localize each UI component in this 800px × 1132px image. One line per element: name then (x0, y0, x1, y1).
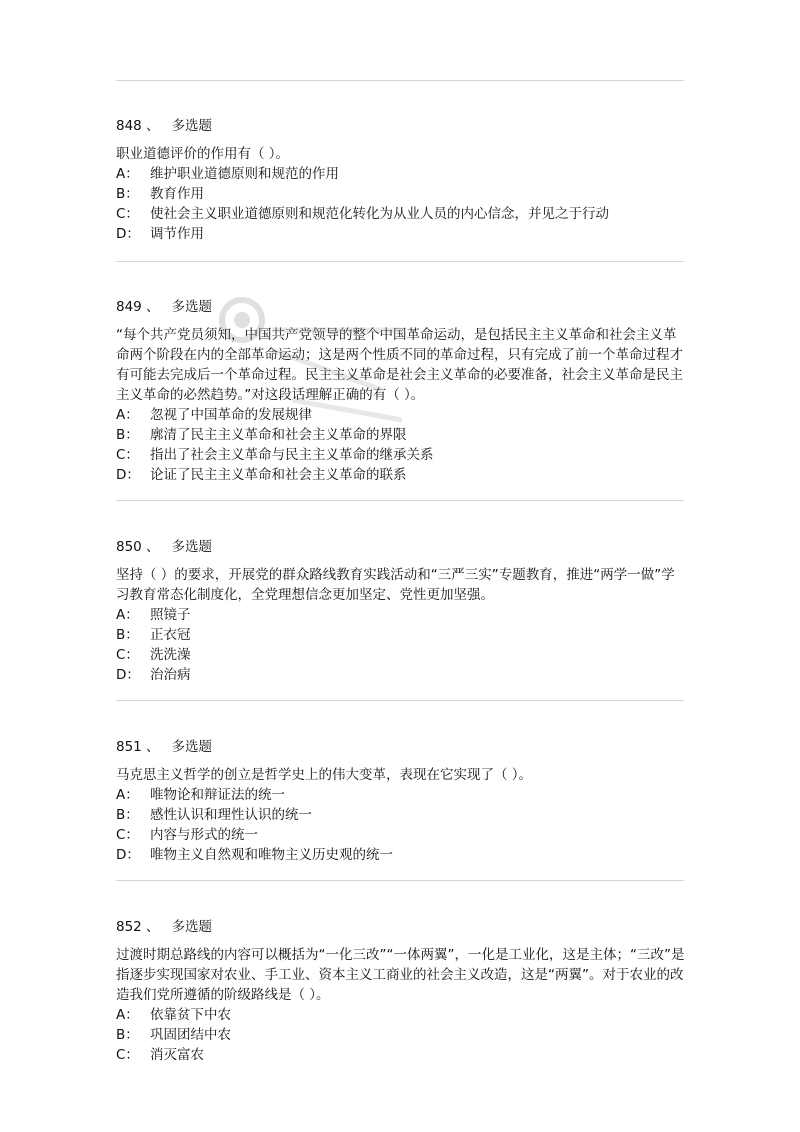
question-stem: 坚持（ ）的要求，开展党的群众路线教育实践活动和“三严三实”专题教育，推进“两学一做”学习教育常态化制度化，全党理想信念更加坚定、党性更加坚强。 (116, 567, 675, 603)
question-stem: 过渡时期总路线的内容可以概括为“一化三改”“一体两翼”，一化是工业化，这是主体；“三改”是指逐步实现国家对农业、手工业、资本主义工商业的社会主义改造，这是“两翼”。对于农业的改造我们党所遵循的阶级路线是（ ）。 (116, 947, 685, 1003)
question-number: 849 、 (116, 299, 160, 315)
option-letter: C： (116, 447, 139, 463)
question-header (116, 116, 688, 136)
question-number: 851 、 (116, 739, 160, 755)
option-b (116, 184, 688, 204)
option-b (116, 1025, 688, 1045)
option-d (116, 845, 688, 865)
option-text: 内容与形式的统一 (150, 827, 258, 843)
question-type: 多选题 (171, 118, 213, 134)
option-text: 指出了社会主义革命与民主主义革命的继承关系 (150, 447, 434, 463)
divider (116, 80, 684, 81)
option-text: 唯物主义自然观和唯物主义历史观的统一 (150, 847, 393, 863)
option-letter: C： (116, 647, 139, 663)
question-849 (116, 297, 688, 485)
option-letter: A： (116, 607, 139, 623)
option-text: 治治病 (150, 667, 191, 683)
option-a (116, 1005, 688, 1025)
question-header (116, 297, 688, 317)
option-text: 消灭富农 (150, 1047, 204, 1063)
option-b (116, 805, 688, 825)
option-letter: D： (116, 847, 140, 863)
option-c (116, 825, 688, 845)
option-letter: B： (116, 807, 139, 823)
question-type: 多选题 (171, 299, 213, 315)
question-stem: 职业道德评价的作用有（ ）。 (116, 146, 290, 162)
option-text: 巩固团结中农 (150, 1027, 231, 1043)
option-c (116, 204, 688, 224)
option-letter: A： (116, 407, 139, 423)
option-letter: B： (116, 186, 139, 202)
option-text: 使社会主义职业道德原则和规范化转化为从业人员的内心信念，并见之于行动 (150, 206, 609, 222)
question-header (116, 917, 688, 937)
option-text: 教育作用 (150, 186, 204, 202)
option-letter: A： (116, 166, 139, 182)
option-text: 正衣冠 (150, 627, 191, 643)
question-header (116, 737, 688, 757)
divider (116, 261, 684, 262)
divider (116, 880, 684, 881)
option-d (116, 665, 688, 685)
option-text: 照镜子 (150, 607, 191, 623)
question-number: 848 、 (116, 118, 160, 134)
option-c (116, 445, 688, 465)
option-letter: C： (116, 827, 139, 843)
question-type: 多选题 (171, 919, 213, 935)
option-text: 维护职业道德原则和规范的作用 (150, 166, 339, 182)
question-header (116, 537, 688, 557)
option-text: 调节作用 (150, 226, 204, 242)
question-851 (116, 737, 688, 865)
option-letter: D： (116, 226, 140, 242)
question-number: 850 、 (116, 539, 160, 555)
option-c (116, 1045, 688, 1065)
question-number: 852 、 (116, 919, 160, 935)
option-text: 廓清了民主主义革命和社会主义革命的界限 (150, 427, 407, 443)
option-c (116, 645, 688, 665)
question-stem: “每个共产党员须知，中国共产党领导的整个中国革命运动，是包括民主主义革命和社会主义革命两个阶段在内的全部革命运动；这是两个性质不同的革命过程，只有完成了前一个革命过程才有可能去完成后一个革命过程。民主主义革命是社会主义革命的必要准备，社会主义革命是民主主义革命的必然趋势。”对这段话理解正确的有（ ）。 (116, 327, 683, 403)
divider (116, 500, 684, 501)
option-text: 忽视了中国革命的发展规律 (150, 407, 312, 423)
option-letter: D： (116, 467, 140, 483)
option-letter: B： (116, 427, 139, 443)
option-a (116, 785, 688, 805)
option-letter: B： (116, 627, 139, 643)
option-letter: D： (116, 667, 140, 683)
question-852 (116, 917, 688, 1065)
option-text: 洗洗澡 (150, 647, 191, 663)
option-b (116, 625, 688, 645)
option-a (116, 405, 688, 425)
option-a (116, 164, 688, 184)
option-letter: B： (116, 1027, 139, 1043)
option-letter: A： (116, 1007, 139, 1023)
option-text: 唯物论和辩证法的统一 (150, 787, 285, 803)
option-letter: C： (116, 206, 139, 222)
option-a (116, 605, 688, 625)
question-850 (116, 537, 688, 685)
question-stem: 马克思主义哲学的创立是哲学史上的伟大变革，表现在它实现了（ ）。 (116, 767, 533, 783)
question-848 (116, 116, 688, 244)
divider (116, 700, 684, 701)
option-d (116, 224, 688, 244)
option-letter: C： (116, 1047, 139, 1063)
option-letter: A： (116, 787, 139, 803)
question-type: 多选题 (171, 739, 213, 755)
option-text: 论证了民主主义革命和社会主义革命的联系 (150, 467, 407, 483)
question-type: 多选题 (171, 539, 213, 555)
option-d (116, 465, 688, 485)
option-text: 依靠贫下中农 (150, 1007, 231, 1023)
option-b (116, 425, 688, 445)
option-text: 感性认识和理性认识的统一 (150, 807, 312, 823)
